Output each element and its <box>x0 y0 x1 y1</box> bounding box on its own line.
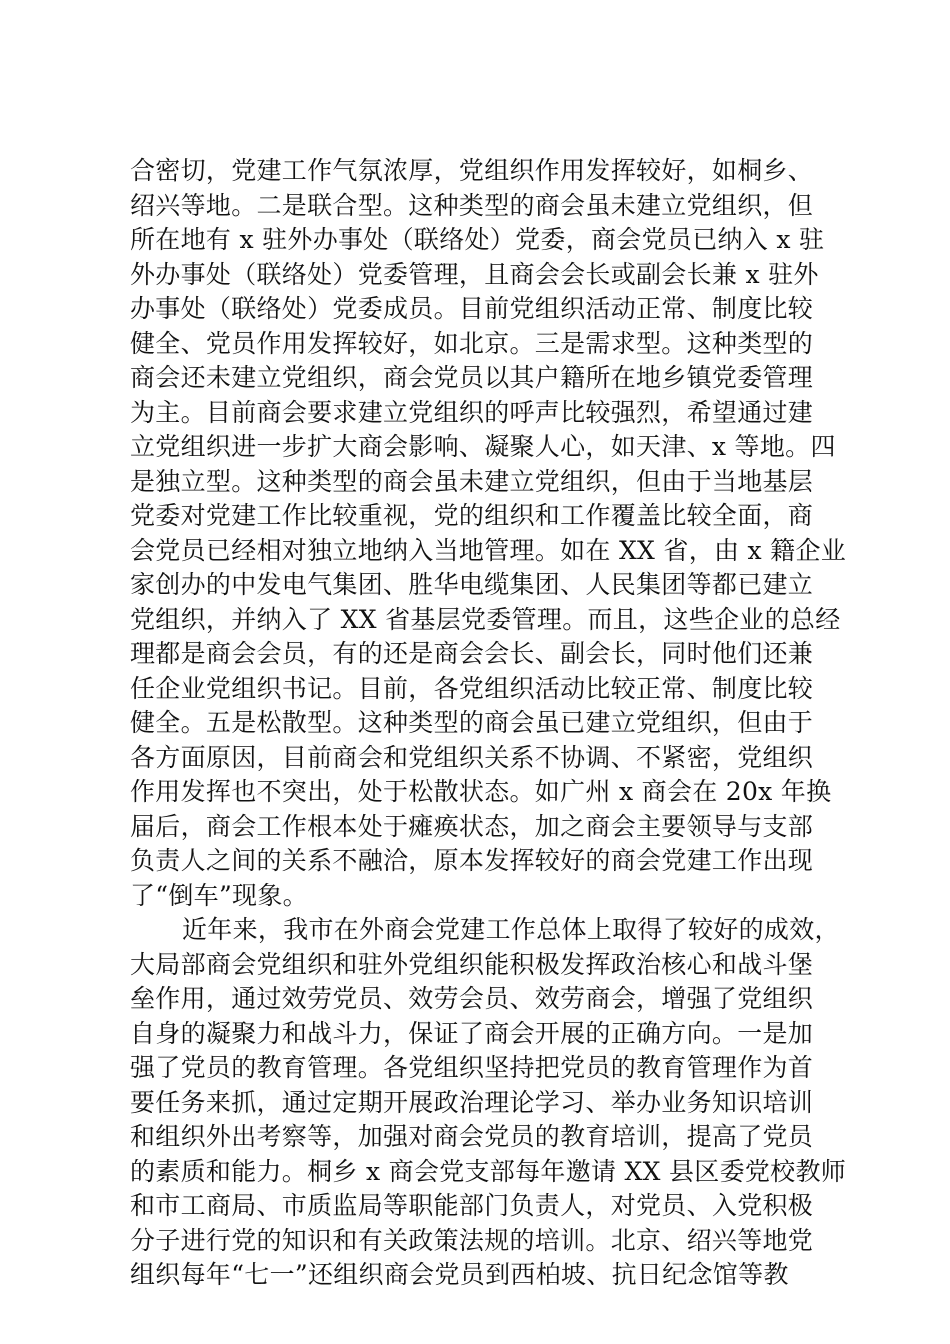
text-line: 健全、党员作用发挥较好，如北京。三是需求型。这种类型的 <box>130 328 814 358</box>
text-line: 垒作用，通过效劳党员、效劳会员、效劳商会，增强了党组织 <box>130 984 814 1013</box>
text-line: 合密切，党建工作气氛浓厚，党组织作用发挥较好，如桐乡、 <box>130 156 814 185</box>
paragraph-2 <box>130 913 847 1293</box>
text-line: 党组织，并纳入了 XX 省基层党委管理。而且，这些企业的总经 <box>130 604 841 634</box>
text-line: 负责人之间的关系不融洽，原本发挥较好的商会党建工作出现 <box>130 846 814 875</box>
text-line: 所在地有 x 驻外办事处（联络处）党委，商会党员已纳入 x 驻 <box>130 225 825 254</box>
text-line: 和组织外出考察等，加强对商会党员的教育培训，提高了党员 <box>130 1122 814 1151</box>
text-line: 大局部商会党组织和驻外党组织能积极发挥政治核心和战斗堡 <box>130 949 814 979</box>
text-line: 党委对党建工作比较重视，党的组织和工作覆盖比较全面，商 <box>130 501 814 530</box>
text-line: 外办事处（联络处）党委管理，且商会会长或副会长兼 x 驻外 <box>130 259 819 289</box>
text-line: 商会还未建立党组织，商会党员以其户籍所在地乡镇党委管理 <box>130 363 814 392</box>
text-line: 了“倒车”现象。 <box>130 880 308 910</box>
text-line: 是独立型。这种类型的商会虽未建立党组织，但由于当地基层 <box>130 466 814 496</box>
text-line: 组织每年“七一”还组织商会党员到西柏坡、抗日纪念馆等教 <box>130 1260 789 1289</box>
text-line: 要任务来抓，通过定期开展政治理论学习、举办业务知识培训 <box>130 1087 814 1117</box>
text-line: 为主。目前商会要求建立党组织的呼声比较强烈，希望通过建 <box>130 397 814 427</box>
text-line: 绍兴等地。二是联合型。这种类型的商会虽未建立党组织，但 <box>130 190 814 220</box>
text-line: 届后，商会工作根本处于瘫痪状态，加之商会主要领导与支部 <box>130 811 814 841</box>
text-line: 办事处（联络处）党委成员。目前党组织活动正常、制度比较 <box>130 294 814 323</box>
text-line: 理都是商会会员，有的还是商会会长、副会长，同时他们还兼 <box>130 639 814 668</box>
text-line: 任企业党组织书记。目前，各党组织活动比较正常、制度比较 <box>130 673 814 703</box>
text-line: 的素质和能力。桐乡 x 商会党支部每年邀请 XX 县区委党校教师 <box>130 1156 847 1186</box>
body-text <box>130 154 847 1293</box>
text-line: 健全。五是松散型。这种类型的商会虽已建立党组织，但由于 <box>130 708 814 737</box>
text-line: 和市工商局、市质监局等职能部门负责人，对党员、入党积极 <box>130 1191 814 1220</box>
text-line: 强了党员的教育管理。各党组织坚持把党员的教育管理作为首 <box>130 1053 814 1082</box>
text-line: 作用发挥也不突出，处于松散状态。如广州 x 商会在 20x 年换 <box>130 777 832 806</box>
text-line: 自身的凝聚力和战斗力，保证了商会开展的正确方向。一是加 <box>130 1018 814 1048</box>
text-line: 各方面原因，目前商会和党组织关系不协调、不紧密，党组织 <box>130 742 814 772</box>
paragraph-1 <box>130 154 847 913</box>
text-line: 立党组织进一步扩大商会影响、凝聚人心，如天津、x 等地。四 <box>130 432 836 461</box>
text-line: 会党员已经相对独立地纳入当地管理。如在 XX 省，由 x 籍企业 <box>130 535 847 565</box>
text-line: 家创办的中发电气集团、胜华电缆集团、人民集团等都已建立 <box>130 570 814 599</box>
text-line: 分子进行党的知识和有关政策法规的培训。北京、绍兴等地党 <box>130 1225 814 1255</box>
text-line: 近年来，我市在外商会党建工作总体上取得了较好的成效， <box>182 915 840 944</box>
